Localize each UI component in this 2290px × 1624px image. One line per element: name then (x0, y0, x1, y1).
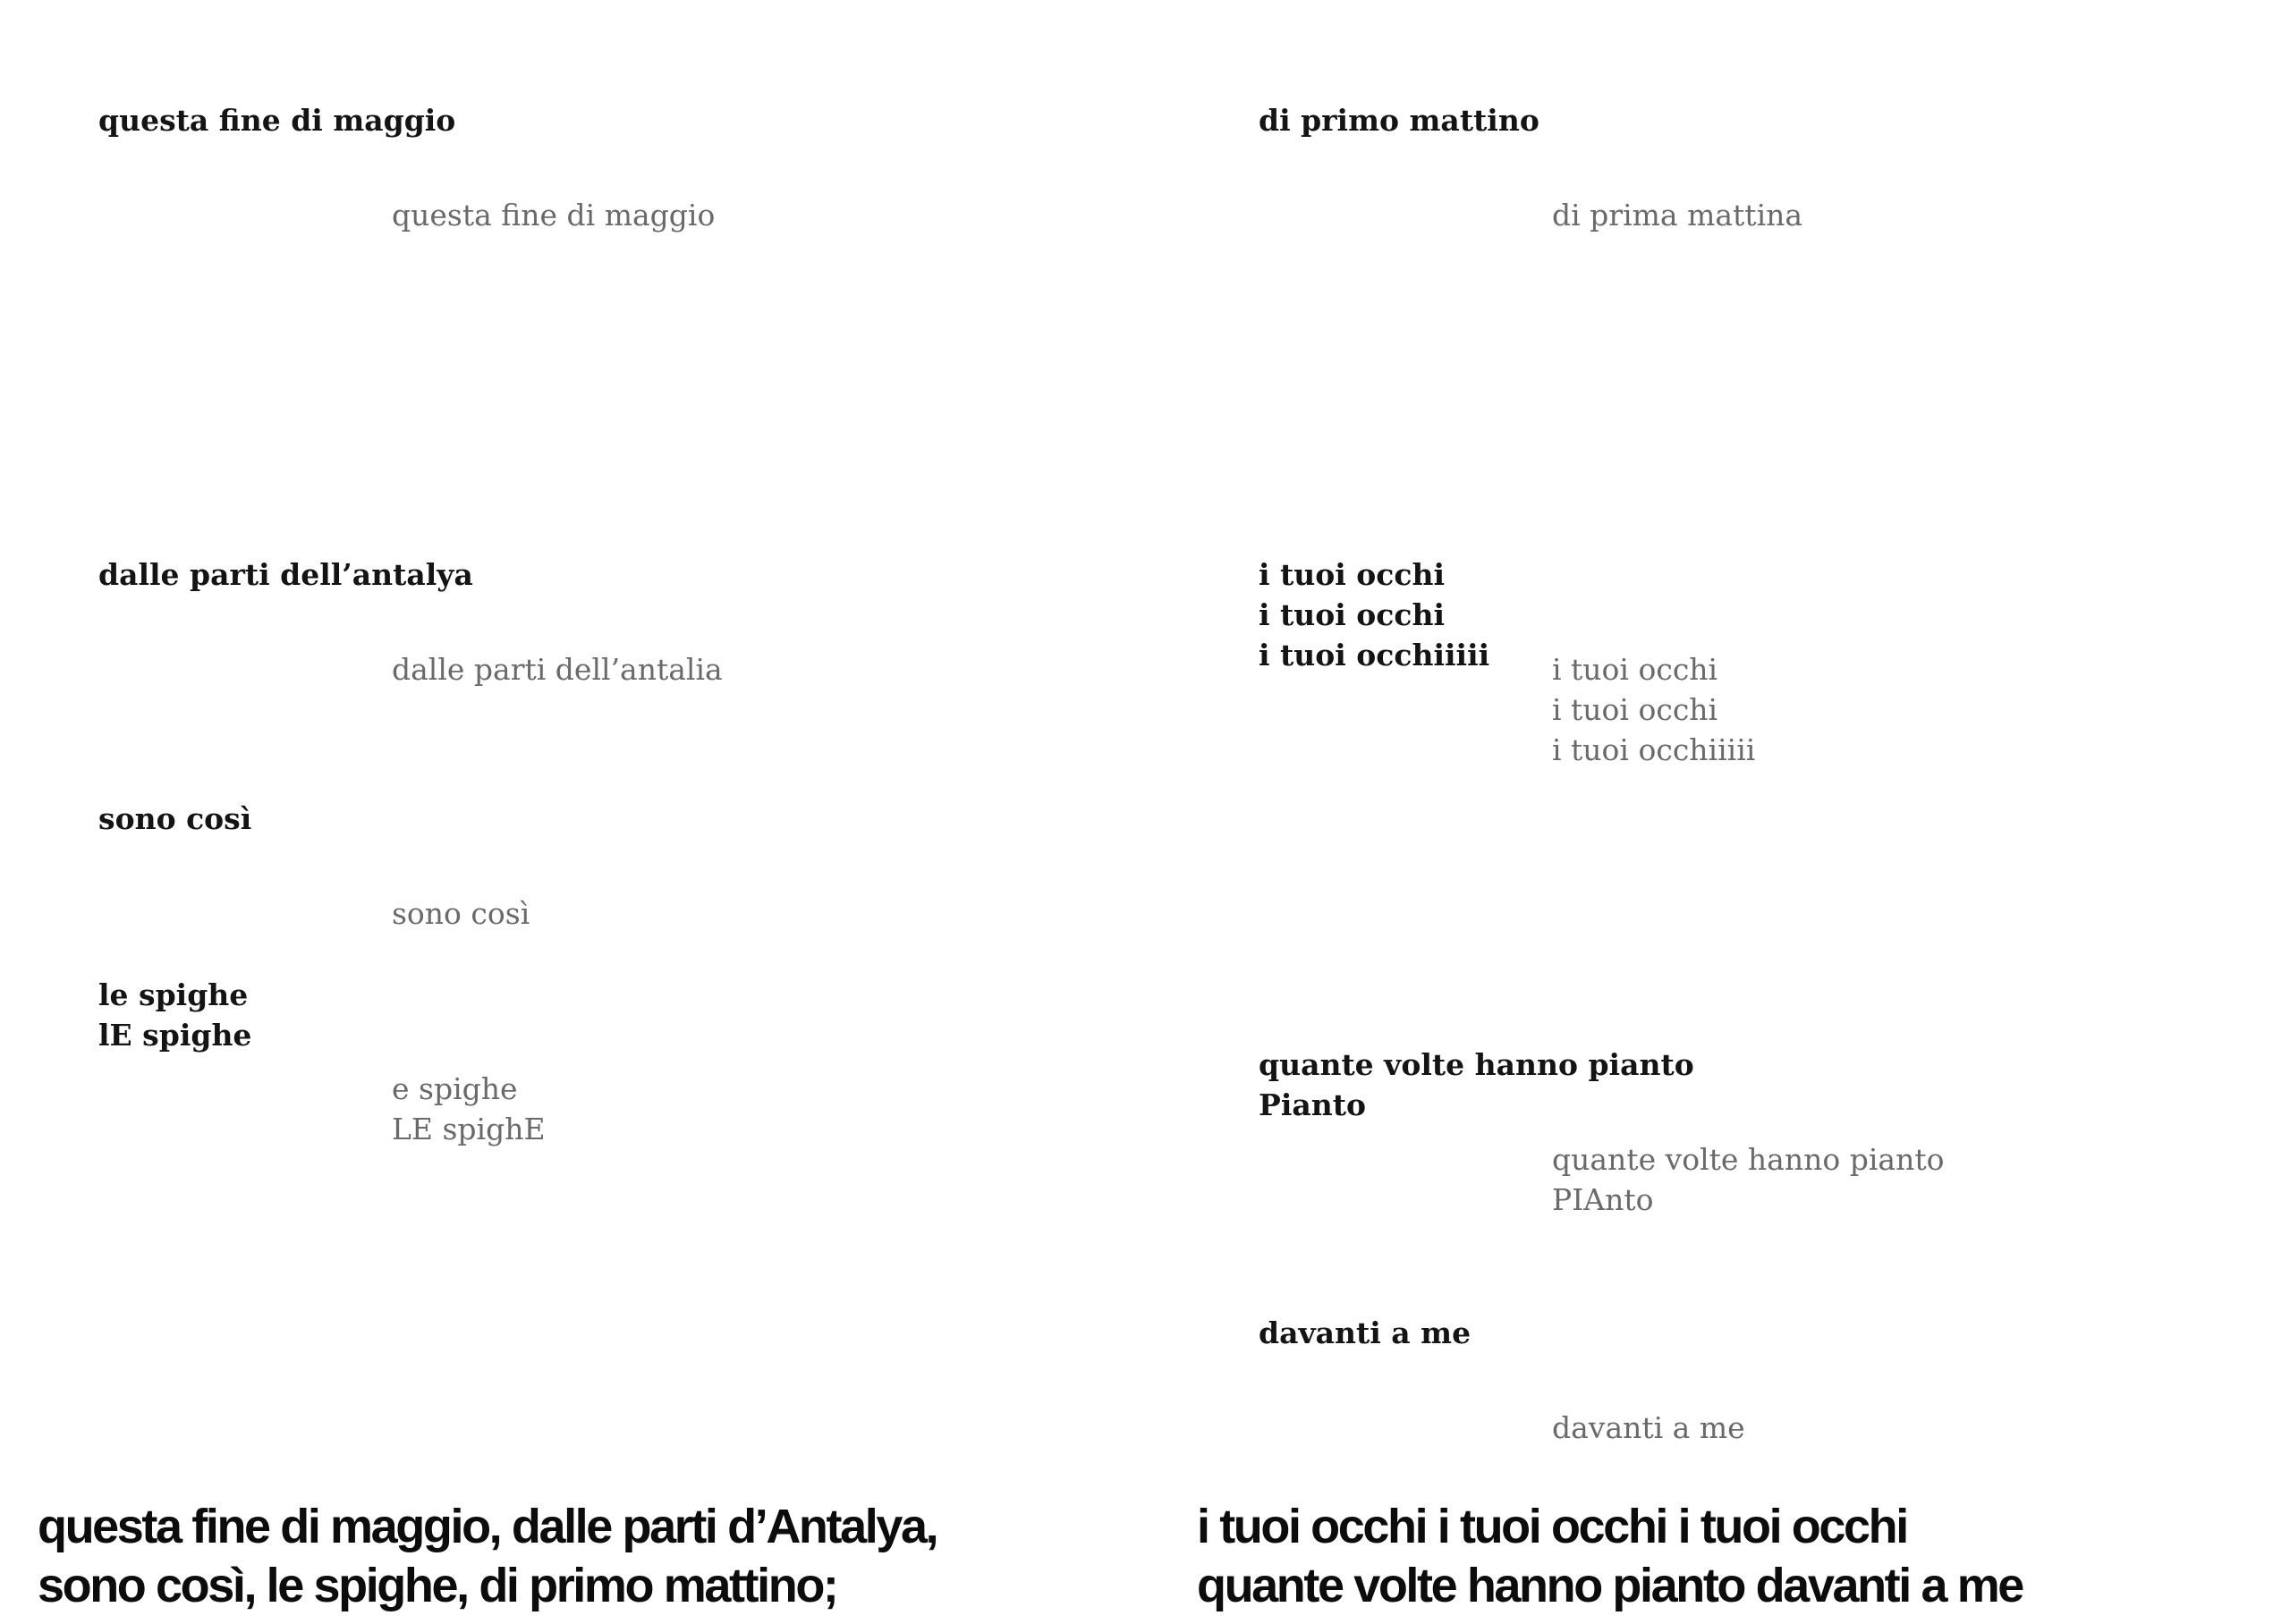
right-stanza-1-spoken-line-1: di primo mattino (1259, 103, 1539, 138)
right-stanza-3-spoken-line-2: Pianto (1259, 1087, 1366, 1122)
left-stanza-4-echo-line-1: e spighe (392, 1071, 518, 1106)
left-stanza-2-echo-line-1: dalle parti dell’antalia (392, 652, 723, 687)
right-stanza-3-spoken-line-1: quante volte hanno pianto (1259, 1047, 1694, 1082)
left-stanza-3-echo-line-1: sono così (392, 896, 530, 931)
right-stanza-3-echo-line-2: PIAnto (1552, 1182, 1654, 1217)
left-stanza-2-spoken-line-1: dalle parti dell’antalya (98, 557, 473, 592)
right-stanza-2-spoken-line-1: i tuoi occhi (1259, 557, 1446, 592)
right-stanza-1-echo-line-1: di prima mattina (1552, 198, 1803, 233)
right-stanza-3-echo-line-1: quante volte hanno pianto (1552, 1142, 1945, 1177)
caption-left-line-2: sono così, le spighe, di primo mattino; (38, 1559, 837, 1612)
right-stanza-4-echo-line-1: davanti a me (1552, 1410, 1745, 1445)
right-stanza-2-echo-line-2: i tuoi occhi (1552, 692, 1718, 727)
right-stanza-2-spoken-line-2: i tuoi occhi (1259, 597, 1446, 632)
left-stanza-3-spoken-line-1: sono così (98, 801, 252, 836)
right-stanza-2-echo-line-3: i tuoi occhiiiii (1552, 732, 1756, 767)
left-stanza-4-spoken-line-2: lE spighe (98, 1018, 252, 1053)
left-stanza-4-spoken-line-1: le spighe (98, 977, 249, 1012)
right-stanza-2-spoken-line-3: i tuoi occhiiiii (1259, 638, 1490, 672)
left-stanza-1-spoken-line-1: questa fine di maggio (98, 103, 456, 138)
caption-right-line-2: quante volte hanno pianto davanti a me (1197, 1559, 2023, 1612)
right-stanza-2-echo-line-1: i tuoi occhi (1552, 652, 1718, 687)
left-stanza-1-echo-line-1: questa fine di maggio (392, 198, 716, 233)
caption-left-line-1: questa fine di maggio, dalle parti d’Antalya, (38, 1500, 937, 1553)
right-stanza-4-spoken-line-1: davanti a me (1259, 1315, 1472, 1350)
left-stanza-4-echo-line-2: LE spighE (392, 1112, 546, 1146)
caption-right-line-1: i tuoi occhi i tuoi occhi i tuoi occhi (1197, 1500, 1907, 1553)
